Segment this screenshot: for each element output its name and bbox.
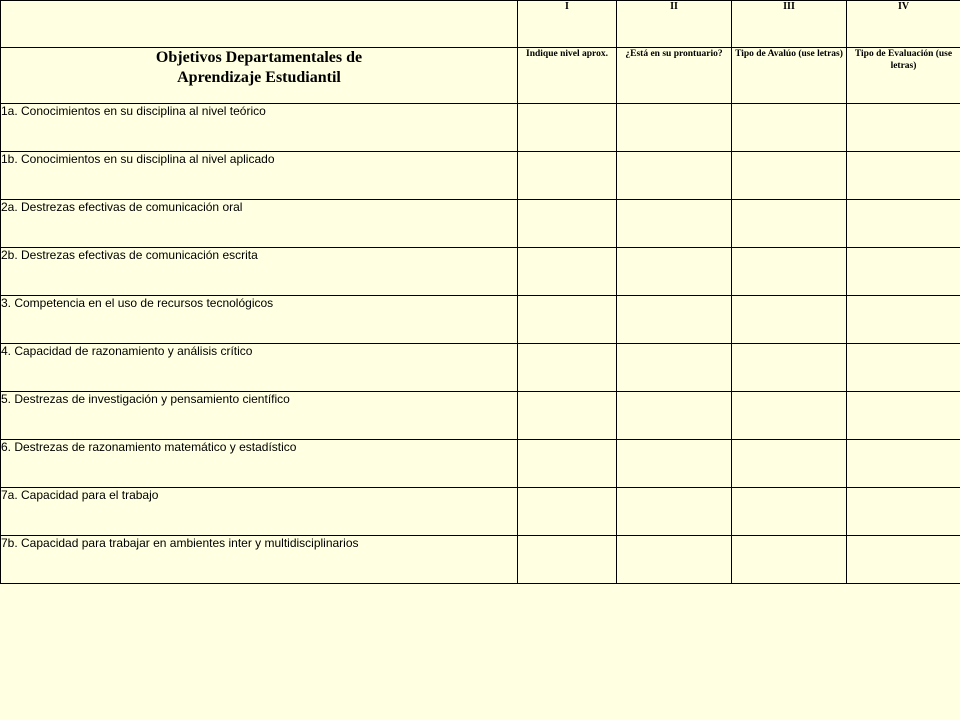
evaluation-type-cell[interactable] <box>847 488 960 536</box>
syllabus-cell[interactable] <box>617 104 732 152</box>
evaluation-type-cell[interactable] <box>847 440 960 488</box>
table-row <box>1 536 960 584</box>
header-row <box>1 48 960 104</box>
syllabus-cell[interactable] <box>617 536 732 584</box>
syllabus-cell[interactable] <box>617 440 732 488</box>
objective-label: 2a. Destrezas efectivas de comunicación oral <box>1 200 518 248</box>
column-header-assessment-type: Tipo de Avalúo (use letras) <box>732 48 847 104</box>
objective-label: 3. Competencia en el uso de recursos tecnológicos <box>1 296 518 344</box>
objective-label: 4. Capacidad de razonamiento y análisis crítico <box>1 344 518 392</box>
assessment-type-cell[interactable] <box>732 296 847 344</box>
evaluation-type-cell[interactable] <box>847 392 960 440</box>
level-cell[interactable] <box>518 152 617 200</box>
syllabus-cell[interactable] <box>617 488 732 536</box>
objective-label: 6. Destrezas de razonamiento matemático y estadístico <box>1 440 518 488</box>
table-title-line-2: Aprendizaje Estudiantil <box>177 69 341 86</box>
column-header-evaluation-type: Tipo de Evaluación (use letras) <box>847 48 960 104</box>
level-cell[interactable] <box>518 200 617 248</box>
table-row <box>1 440 960 488</box>
syllabus-cell[interactable] <box>617 296 732 344</box>
syllabus-cell[interactable] <box>617 392 732 440</box>
assessment-type-cell[interactable] <box>732 200 847 248</box>
syllabus-cell[interactable] <box>617 200 732 248</box>
assessment-type-cell[interactable] <box>732 488 847 536</box>
objective-label: 5. Destrezas de investigación y pensamiento científico <box>1 392 518 440</box>
table-row <box>1 392 960 440</box>
syllabus-cell[interactable] <box>617 152 732 200</box>
column-header-syllabus: ¿Está en su prontuario? <box>617 48 732 104</box>
table-row <box>1 248 960 296</box>
corner-cell <box>1 1 518 48</box>
roman-numeral-row <box>1 1 960 48</box>
table-row <box>1 104 960 152</box>
objective-label: 1a. Conocimientos en su disciplina al nivel teórico <box>1 104 518 152</box>
column-number-3: III <box>732 1 847 48</box>
level-cell[interactable] <box>518 536 617 584</box>
column-number-2: II <box>617 1 732 48</box>
table-row <box>1 488 960 536</box>
objective-label: 2b. Destrezas efectivas de comunicación escrita <box>1 248 518 296</box>
level-cell[interactable] <box>518 248 617 296</box>
table-row <box>1 200 960 248</box>
table-row <box>1 152 960 200</box>
level-cell[interactable] <box>518 296 617 344</box>
assessment-type-cell[interactable] <box>732 344 847 392</box>
objective-label: 7b. Capacidad para trabajar en ambientes inter y multidisciplinarios <box>1 536 518 584</box>
syllabus-cell[interactable] <box>617 248 732 296</box>
assessment-type-cell[interactable] <box>732 104 847 152</box>
assessment-type-cell[interactable] <box>732 152 847 200</box>
evaluation-type-cell[interactable] <box>847 536 960 584</box>
level-cell[interactable] <box>518 344 617 392</box>
evaluation-type-cell[interactable] <box>847 248 960 296</box>
column-header-level: Indique nivel aprox. <box>518 48 617 104</box>
objective-label: 1b. Conocimientos en su disciplina al nivel aplicado <box>1 152 518 200</box>
assessment-type-cell[interactable] <box>732 440 847 488</box>
level-cell[interactable] <box>518 104 617 152</box>
objective-label: 7a. Capacidad para el trabajo <box>1 488 518 536</box>
level-cell[interactable] <box>518 392 617 440</box>
evaluation-type-cell[interactable] <box>847 104 960 152</box>
table-row <box>1 344 960 392</box>
evaluation-type-cell[interactable] <box>847 200 960 248</box>
syllabus-cell[interactable] <box>617 344 732 392</box>
table-row <box>1 296 960 344</box>
table-title-line-1: Objetivos Departamentales de <box>155 49 363 66</box>
evaluation-type-cell[interactable] <box>847 296 960 344</box>
assessment-type-cell[interactable] <box>732 392 847 440</box>
evaluation-type-cell[interactable] <box>847 344 960 392</box>
level-cell[interactable] <box>518 488 617 536</box>
level-cell[interactable] <box>518 440 617 488</box>
assessment-type-cell[interactable] <box>732 536 847 584</box>
evaluation-type-cell[interactable] <box>847 152 960 200</box>
table-title <box>1 48 518 104</box>
column-number-1: I <box>518 1 617 48</box>
assessment-type-cell[interactable] <box>732 248 847 296</box>
column-number-4: IV <box>847 1 960 48</box>
